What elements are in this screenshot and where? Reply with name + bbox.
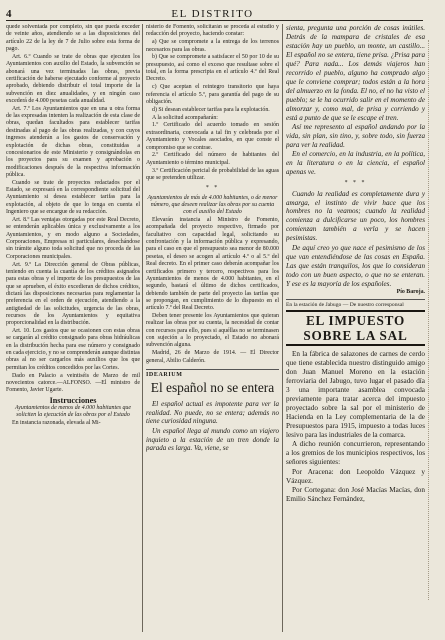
page-number: 4: [6, 8, 12, 20]
paragraph: quede solventada por completo, sin que pueda exceder de veinte años, atendiendo se a las disposiciones del artículo 22 de la ley de 7 de Julio sobre esta forma de pago.: [6, 24, 140, 53]
article-lead: Un español llega al mundo como un viajero inquieto a la estación de un tren donde la parada es larga. Va, viene, se: [146, 426, 279, 453]
paragraph: Art. 10. Los gastos que se ocasionen con estas obras se cargarán al crédito consignado para obras hidráulicas en la distribución hecha para ese número y consignado en cada ejercicio, y no se comprenderán aunque distintas obras al no ser cargarlos más auxilios que los que permitan los créditos concedidos por las Cortes.: [6, 328, 140, 371]
paragraph: Deben tener presente los Ayuntamientos que quieran realizar las obras por su cuenta, la necesidad de contar con recursos para ello, pues si aquéllas no se terminasen con sujeción a lo proyectado, el Estado no abonará subvención alguna.: [146, 313, 279, 349]
separator-stars: * * *: [344, 180, 367, 187]
paragraph: 3.º Certificación pericial de probabilidad de las aguas que se pretenden utilizar.: [146, 167, 279, 181]
paragraph: a) Que se compromete a la entrega de los terrenos necesarios para las obras.: [146, 39, 279, 53]
column-1: [6, 24, 140, 632]
paragraph: Madrid, 26 de Marzo de 1914. — El Director general, Abilio Calderón.: [146, 350, 279, 364]
paragraph: Art. 8.º Las ventajas otorgadas por este Real Decreto, se entenderán aplicables única y exclusivamente a los Ayuntamientos, y en modo alguno a Sociedades, Corporaciones, Empresas ni particulares, desechándose sin trámite alguno toda solicitud que no proceda de las Corporaciones municipales.: [6, 216, 140, 260]
paragraph: Elevarán instancia al Ministro de Fomento, acompañada del proyecto respectivo, firmado por facultativo con capacidad legal, solicitando su confrontación y la información pública y expresando, para el caso en que el presupuesto sea menor de 80.000 pesetas, el deseo se acogen al artículo 4.º o al 5.º del Real decreto. En el primer caso deberán acompañar los certificados primero y tercero, respectivos para los Ayuntamientos de menos de 4.000 habitantes, en el segundo, bastará el último de dichos certificados, debiendo también de parte del proyecto las tarifas que se propongan, en cumplimiento de lo dispuesto en el artículo 7.º del Real Decreto.: [146, 217, 279, 312]
paragraph: sienta, pregunta una porción de cosas inútiles. Detrás de la mampara de cristales de esa estación hay un pueblo, un monte, un castillo... El español no se entera, tiene prisa. ¿Prisa para qué? Para nada... Los demás viajeros han recorrido el pueblo, alguno ha comprado algo que le conviene comprar; todos están a la hora del almuerzo en la fonda. El no, el no ha visto el pueblo; se le ha ocurrido salir en el momento de almorzar y, como mal, de prisa y corriendo y está a punto de que se le escape el tren.: [286, 24, 425, 122]
column-divider: [282, 24, 283, 632]
section-subheading: Ayuntamientos de más de 4.000 habitantes, o de menor número, que deseen realizar las obras por su cuenta con el auxilio del Estado: [147, 194, 278, 216]
paragraph: d) Si desean establecer tarifas para la explotación.: [152, 106, 270, 113]
paragraph: 1.º Certificado del acuerdo tomado en sesión extraordinaria, convocada a tal fin y celebrada por el Ayuntamiento y Vocales asociados, en que conste el compromiso que se contrae.: [146, 122, 279, 151]
paragraph: Así me represento al español andando por la vida, sin plan, sin tino, y, sobre todo, sin fuerza para ver la realidad.: [286, 122, 425, 149]
column-2: [146, 24, 279, 632]
paragraph: Art. 6.º Cuando se trate de obras que ejecuten los Ayuntamientos con auxilio del Estado, la subvención se abonará una vez terminadas las obras, previa certificación de haberse ejecutado conforme al proyecto aprobado, debiendo distribuir el total importe de la subvención en diez anualidades, y en ningún caso excederá de 4.000 pesetas cada anualidad.: [6, 53, 140, 104]
paragraph: Cuando la realidad es completamente dura y amarga, el instinto de vivir hace que los hombres no la veamos; cuando la realidad comienza a dulcificarse un poco, los hombres comienzan también a verla y se hacen pesimistas.: [286, 189, 425, 243]
article-lead: El español actual es impotente para ver la realidad. No puede, no se entera; además no tiene curiosidad ninguna.: [146, 399, 279, 426]
column-3: [286, 24, 425, 632]
section-label: IDEARIUM: [146, 369, 279, 379]
section-subheading: Ayuntamientos de menos de 4.000 habitantes que soliciten la ejecución de las obras por el Estado: [15, 405, 131, 419]
paragraph: 2.º Certificado del número de habitantes del Ayuntamiento o término municipal.: [146, 152, 279, 166]
section-heading: Instrucciones: [49, 395, 97, 405]
paragraph: Por Cortegana: don José Macías Macías, don Emilio Sánchez Fernández,: [286, 486, 425, 504]
paragraph: Art. 9.º La Dirección general de Obras públicas, teniendo en cuenta la cuantía de los créditos asignados para estas obras y el importe de los presupuestos de las que se aprueben, el éxito excedieran de dichos créditos, dictará las disposiciones necesarias para reglamentar la preferencia en el orden de ejecución, atendiendo a la antigüedad de las solicitudes, urgencia de las obras, recursos de los Ayuntamientos y equitativa proporcionalidad en la distribución.: [6, 261, 140, 327]
article-kicker: En la estación de Jabugo — De nuestro corresponsal: [286, 299, 425, 309]
publication-name: EL DISTRITO: [171, 8, 254, 20]
paragraph: b) Que se compromete a satisfacer el 50 por 10 de su presupuesto, así como el exceso que resultase sobre el total, en la forma prescripta en el artículo 4.º del Real Decreto.: [146, 54, 279, 83]
paragraph: Por Aracena: don Leopoldo Vázquez y Vázquez.: [286, 467, 425, 485]
paragraph: En el comercio, en la industria, en la política, en la literatura o en la ciencia, el español apenas ve.: [286, 150, 425, 177]
paragraph: De aquí creo yo que nace el pesimismo de los que van entendiéndose de las cosas en España. Las que están tranquilos, los que lo consideran todo con un buen aspecto, o que no se enteran. Y ese es la mayoría de los españoles.: [286, 243, 425, 288]
author-signature: Pío Baroja.: [396, 289, 425, 296]
paragraph: En la fábrica de salazones de carnes de cerdo que tiene establecida nuestro distinguido amigo don Juan Manuel Moreno en la estación ferroviaria del Jabugo, tuvo lugar el pasado día 3 una importante asamblea convocada previamente para tratar acerca del impuesto proyectado sobre la sal por el ministerio de Hacienda en la Ley complementaria de la de Presupuestos para 1915, impuesto a todas luces lesivo para las industriales de la comarca.: [286, 349, 425, 439]
column-divider: [142, 24, 143, 632]
paragraph: En instancia razonada, elevada al Mi-: [12, 420, 101, 427]
article-headline: El español no se entera: [150, 380, 275, 396]
paragraph: A la solicitud acompañarán:: [152, 114, 218, 121]
separator-stars: * *: [205, 185, 220, 192]
page-edge-shadow: [428, 40, 439, 600]
article-headline: EL IMPUESTO SOBRE LA SAL: [286, 310, 425, 346]
paragraph: c) Que aceptan el reintegro transitorio que haya referencia el artículo 5.º, para garantía del pago de su obligación.: [146, 84, 279, 105]
paragraph: Cuando se trate de proyectos redactados por el Estado, se expresará en la correspondiente solicitud del Ayuntamiento si desea establecer tarifas para la explotación, al objeto de que lo tenga en cuenta el Ingeniero que se encargue de su redacción.: [6, 179, 140, 216]
page-header: [6, 2, 423, 21]
paragraph: nisterio de Fomento, solicitarán se proceda al estudio y redacción del proyecto, haciendo constar:: [146, 24, 279, 38]
paragraph: Art. 7.º Los Ayuntamientos que en una u otra forma de las expresadas intenten la realización de esta clase de obras, quedan facultados para establecer tarifas destinadas al pago de las obras realizadas, y con cuyos ingresos atenderán a los gastos de conservación y explotación de dichas obras, constituidas a concesionarios de este Ministerio y consignándolas en los proyectos para su examen y aprobación o modificaciones después de la respectiva información pública.: [6, 105, 140, 178]
paragraph: A dicho reunión concurrieron, representando a los gremios de los municipios respectivos, los señores siguientes:: [286, 440, 425, 467]
paragraph: Dado en Palacio a veintiséis de Marzo de mil novecientos catorce.—ALFONSO. —El ministro de Fomento, Javier Ugarte.: [6, 372, 140, 394]
